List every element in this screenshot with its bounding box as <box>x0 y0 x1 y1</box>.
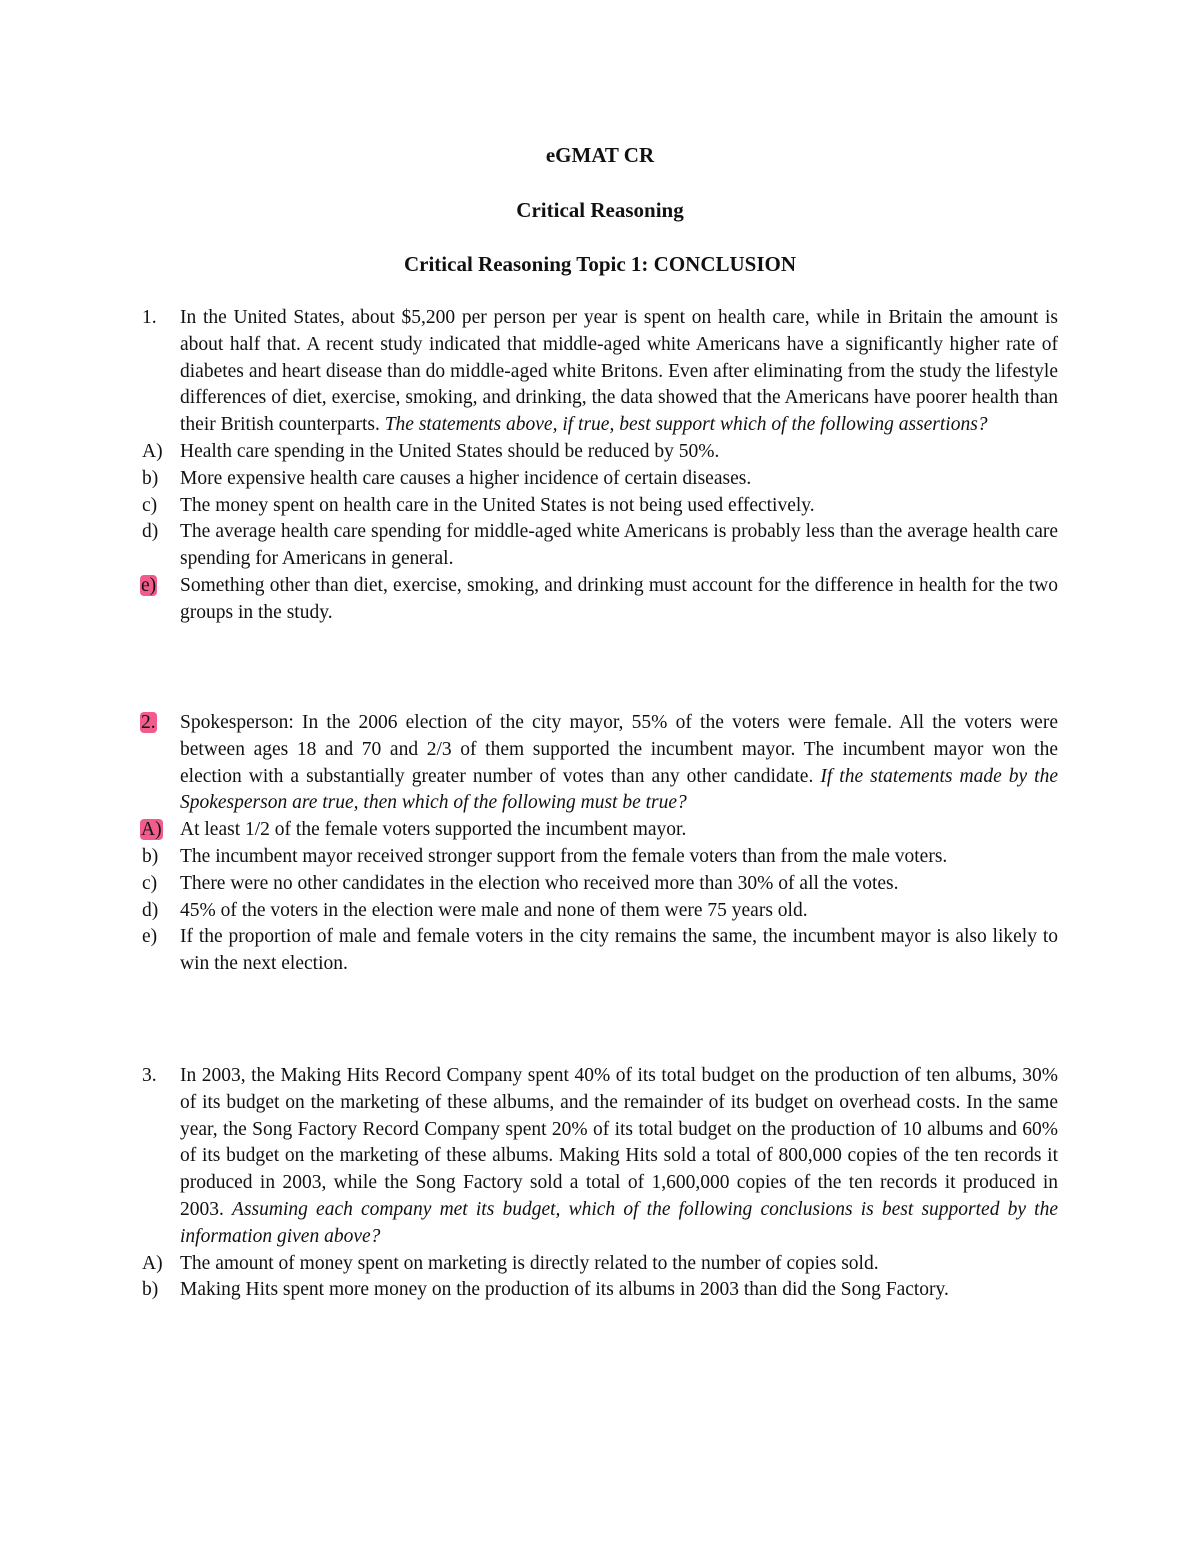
question-2 <box>142 710 1058 978</box>
option-row <box>142 439 1058 466</box>
option-label: d) <box>142 521 159 543</box>
option-label: d) <box>142 899 159 921</box>
option-row-highlighted <box>142 573 1058 627</box>
option-text: The average health care spending for middle-aged white Americans is probably less than the average health care spending for Americans in general. <box>180 521 1058 570</box>
option-label: e) <box>142 926 158 948</box>
question-3-number: 3. <box>142 1065 157 1086</box>
question-1-row <box>142 305 1058 439</box>
question-1 <box>142 305 1058 627</box>
question-2-stem: Spokesperson: In the 2006 election of the city mayor, 55% of the voters were female. All the voters were between ages 18 and 70 and 2/3 of them supported the incumbent mayor. The incumbent mayor won the election with a substantially greater number of votes than any other candidate. <box>180 712 1058 787</box>
question-2-prompt: If the statements made by the Spokesperson are true, then which of the following must be true? <box>180 765 1058 814</box>
question-3-row <box>142 1063 1058 1251</box>
option-label-highlighted <box>142 573 180 600</box>
option-text: If the proportion of male and female voters in the city remains the same, the incumbent mayor is also likely to win the next election. <box>180 926 1058 975</box>
option-row <box>142 519 1058 573</box>
option-text: Making Hits spent more money on the production of its albums in 2003 than did the Song Factory. <box>180 1279 949 1301</box>
answer-highlight: A) <box>141 819 162 841</box>
question-3-prompt: Assuming each company met its budget, which of the following conclusions is best supported by the information given above? <box>180 1198 1058 1247</box>
option-row <box>142 898 1058 925</box>
option-label: A) <box>142 1252 163 1274</box>
document-title: eGMAT CR <box>545 143 655 167</box>
option-text: The incumbent mayor received stronger support from the female voters than from the male voters. <box>180 845 948 867</box>
option-text: The amount of money spent on marketing is directly related to the number of copies sold. <box>180 1252 879 1274</box>
option-text: At least 1/2 of the female voters supported the incumbent mayor. <box>180 819 687 841</box>
option-row <box>142 871 1058 898</box>
question-1-stem: In the United States, about $5,200 per person per year is spent on health care, while in Britain the amount is about half that. A recent study indicated that middle-aged white Americans have a significantly higher rate of diabetes and heart disease than do middle-aged white Britons. Even after eliminating from the study the lifestyle differences of diet, exercise, smoking, and drinking, the data showed that the Americans have poorer health than their British counterparts. <box>180 307 1058 436</box>
option-label: A) <box>142 440 163 462</box>
option-row <box>142 1251 1058 1278</box>
question-3-body <box>180 1063 1058 1251</box>
question-2-body <box>180 710 1058 817</box>
option-label: b) <box>142 845 159 867</box>
question-2-row <box>142 710 1058 817</box>
question-3 <box>142 1063 1058 1304</box>
option-text: The money spent on health care in the United States is not being used effectively. <box>180 494 815 516</box>
question-1-number: 1. <box>142 307 157 328</box>
option-text: There were no other candidates in the election who received more than 30% of all the votes. <box>180 872 899 894</box>
option-row <box>142 466 1058 493</box>
option-row <box>142 1277 1058 1304</box>
answer-highlight: e) <box>141 574 157 596</box>
question-3-stem: In 2003, the Making Hits Record Company spent 40% of its total budget on the production of ten albums, 30% of its budget on the marketing of these albums, and the remainder of its budget on overhead costs. In the same year, the Song Factory Record Company spent 20% of its total budget on the production of 10 albums and 60% of its budget on the marketing of these albums. Making Hits sold a total of 800,000 copies of the ten records it produced in 2003, while the Song Factory sold a total of 1,600,000 copies of the ten records it produced in 2003. <box>180 1065 1058 1220</box>
option-text: More expensive health care causes a higher incidence of certain diseases. <box>180 467 752 489</box>
question-1-body <box>180 305 1058 439</box>
option-label: c) <box>142 872 158 894</box>
option-text: Something other than diet, exercise, smoking, and drinking must account for the difference in health for the two groups in the study. <box>180 574 1058 623</box>
option-label: c) <box>142 494 158 516</box>
option-row-highlighted <box>142 817 1058 844</box>
question-2-number <box>142 710 180 737</box>
option-label: b) <box>142 467 159 489</box>
question-1-prompt: The statements above, if true, best support which of the following assertions? <box>384 414 988 436</box>
option-text: Health care spending in the United States should be reduced by 50%. <box>180 440 720 462</box>
option-text: 45% of the voters in the election were male and none of them were 75 years old. <box>180 899 808 921</box>
option-label-highlighted <box>142 817 180 844</box>
topic-heading: Critical Reasoning Topic 1: CONCLUSION <box>403 252 797 276</box>
answer-highlight: 2. <box>141 712 156 733</box>
document-subtitle: Critical Reasoning <box>516 198 684 222</box>
option-row <box>142 924 1058 978</box>
option-row <box>142 493 1058 520</box>
option-label: b) <box>142 1279 159 1301</box>
option-row <box>142 844 1058 871</box>
